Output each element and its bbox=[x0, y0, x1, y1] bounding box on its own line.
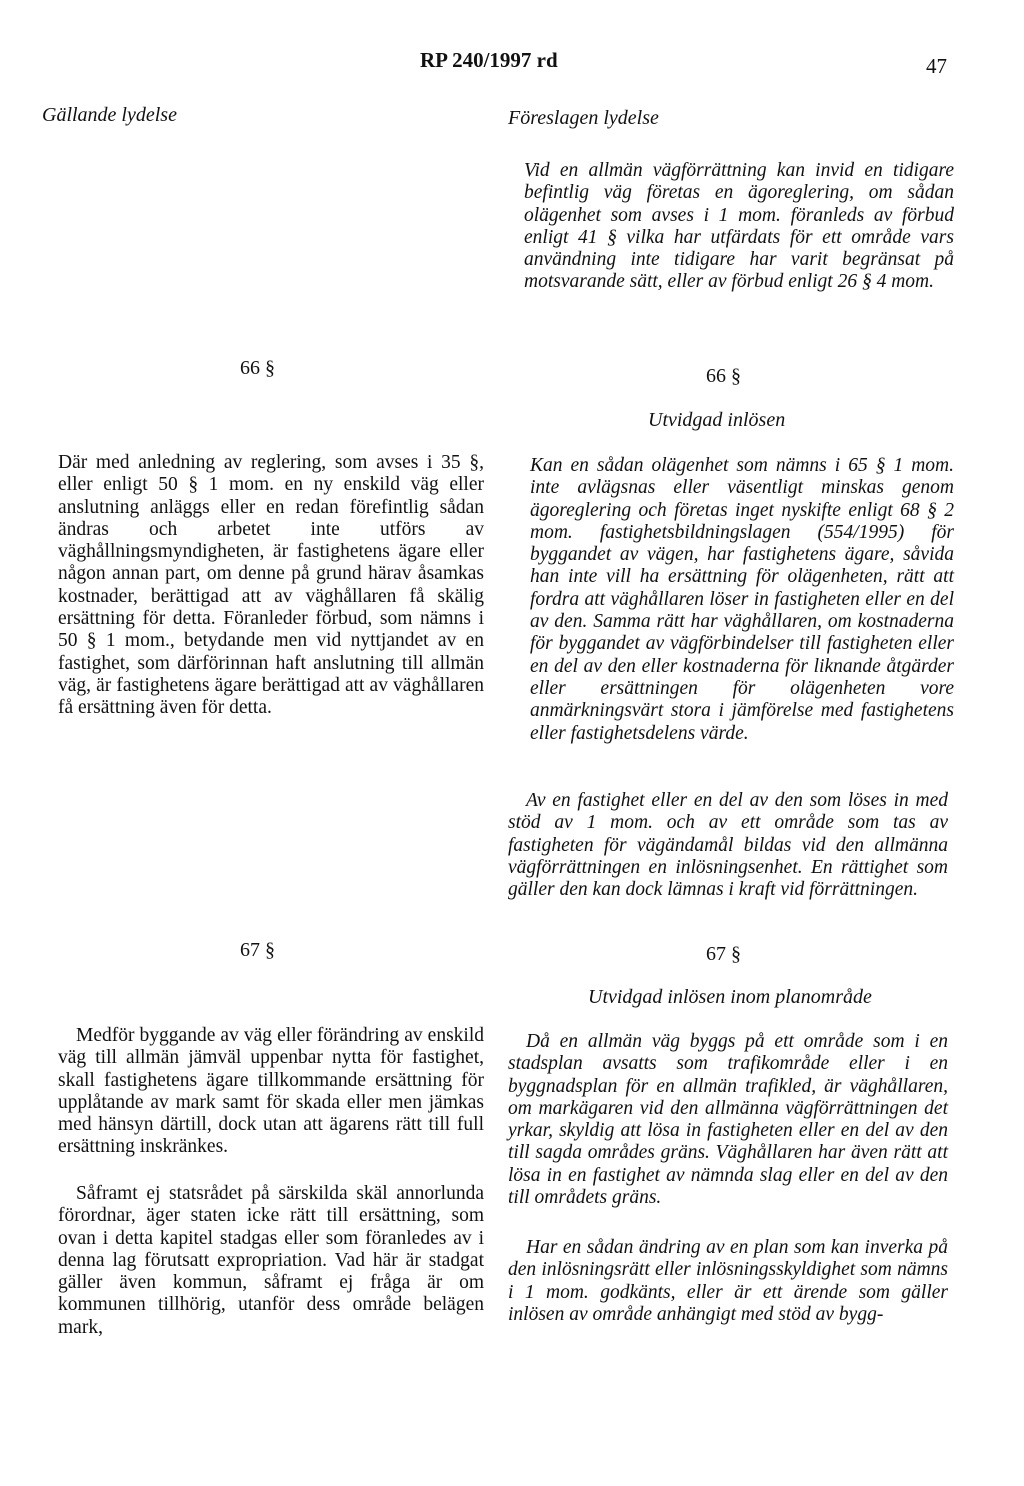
current-wording-column bbox=[42, 0, 484, 1486]
section-66-paragraph-2: Av en fastighet eller en del av den som löses in med stöd av 1 mom. och av ett område som tas av fastigheten för vägändamål bildas vid den allmänna vägförrättningen en inlösningsenhet. En rättighet som gäller den kan dock lämnas i kraft vid förrättningen. bbox=[508, 790, 948, 901]
section-66-heading: 66 § bbox=[240, 357, 275, 379]
intro-paragraph: Vid en allmän vägförrättning kan invid en tidigare befintlig väg företas en ägoreglering, om sådan olägenhet som avses i 1 mom. föranleds av förbud enligt 41 § vilka har utfärdats för ett område vars användning inte tidigare har varit begränsat på motsvarande sätt, eller av förbud enligt 26 § 4 mom. bbox=[524, 160, 954, 293]
section-66-heading-proposed: 66 § bbox=[706, 365, 741, 387]
section-67-paragraph-2: Såframt ej statsrådet på särskilda skäl annorlunda förordnar, äger staten icke rätt till ersättning, som ovan i detta kapitel stadgas eller som föranledes av i denna lag förutsatt expropriation. Vad här är stadgat gäller även kommun, såframt ej fråga är om kommunen tillhörig, utanför dess område belägen mark, bbox=[58, 1183, 484, 1338]
page-number: 47 bbox=[926, 54, 947, 78]
section-66-subtitle: Utvidgad inlösen bbox=[648, 409, 786, 431]
section-67-paragraph-2: Har en sådan ändring av en plan som kan inverka på den inlösningsrätt eller inlösningsskyldighet som nämns i 1 mom. godkänts, eller är ett ärende som gäller inlösen av område anhängigt med stöd av bygg- bbox=[508, 1237, 948, 1325]
section-67-paragraph-1: Medför byggande av väg eller förändring av enskild väg till allmän jämväl uppenbar nytta för fastighet, skall fastighetens ägare tillkommande ersättning för upplåtande av mark samt för skada eller men jämkas med hänsyn därtill, dock utan att ägarens rätt till full ersättning inskränkes. bbox=[58, 1025, 484, 1158]
column-title-current: Gällande lydelse bbox=[42, 104, 177, 126]
section-67-heading: 67 § bbox=[240, 939, 275, 961]
section-67-paragraph-1: Då en allmän väg byggs på ett område som i en stadsplan avsatts som trafikområde eller i en byggnadsplan för en allmän trafikled, är väghållaren, om markägaren vid den allmänna vägförrättningen det yrkar, skyldig att lösa in fastigheten eller en del av den till sagda områdes gräns. Väghållaren har även rätt att lösa in en fastighet av nämnda slag eller en del av den till områdets gräns. bbox=[508, 1031, 948, 1209]
section-67-subtitle: Utvidgad inlösen inom planområde bbox=[588, 986, 872, 1008]
document-reference: RP 240/1997 rd bbox=[420, 48, 558, 72]
column-title-proposed: Föreslagen lydelse bbox=[508, 107, 659, 129]
section-67-heading-proposed: 67 § bbox=[706, 943, 741, 965]
proposed-wording-column bbox=[508, 0, 954, 1486]
section-66-text: Där med anledning av reglering, som avses i 35 §, eller enligt 50 § 1 mom. en ny enskild väg eller anslutning anläggs eller en redan förefintlig sådan ändras och arbetet inte utförs av väghållningsmyndigheten, är fastighetens ägare eller någon annan part, om denne på grund härav åsamkas kostnader, berättigad att av väghållaren få skälig ersättning för detta. Föranleder förbud, som nämns i 50 § 1 mom., betydande men vid nyttjandet av en fastighet, som därförinnan haft anslutning till allmän väg, är fastighetens ägare berättigad att av väghållaren få ersättning även för detta. bbox=[58, 452, 484, 719]
section-66-paragraph-1: Kan en sådan olägenhet som nämns i 65 § 1 mom. inte avlägsnas eller väsentligt minskas genom ägoreglering och företas inget nyskifte enligt 68 § 2 mom. fastighetsbildningslagen (554/1995) för byggandet av vägen, har fastighetens ägare, såvida han inte vill ha ersättning för olägenheten, rätt att fordra att väghållaren löser in fastigheten eller en del av den. Samma rätt har väghållaren, om kostnaderna för byggandet av vägförbindelser till fastigheten eller en del av den eller kostnaderna för liknande åtgärder eller ersättningen för olägenheten vore anmärkningsvärt stora i jämförelse med fastighetens eller fastighetsdelens värde. bbox=[530, 455, 954, 744]
